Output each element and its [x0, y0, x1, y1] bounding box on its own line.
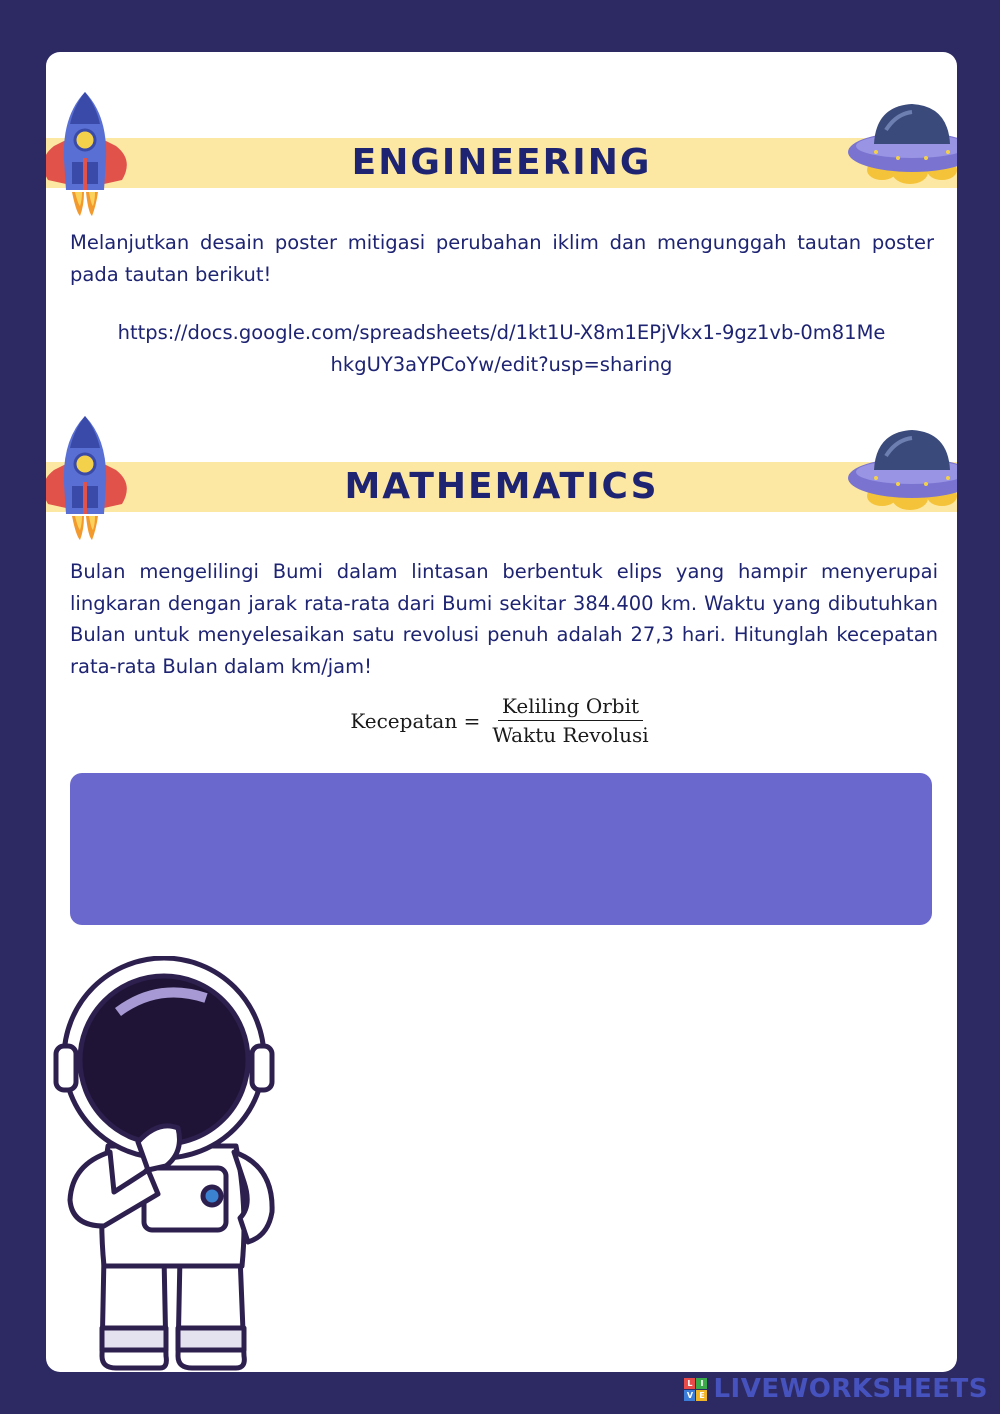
rocket-icon: [46, 412, 138, 544]
badge-letter-v: V: [684, 1390, 695, 1401]
answer-input[interactable]: [70, 773, 932, 925]
mathematics-problem: Bulan mengelilingi Bumi dalam lintasan berbentuk elips yang hampir menyerupai lingkaran dengan jarak rata-rata dari Bumi sekitar 384.400 km. Waktu yang dibutuhkan Bulan untuk menyelesaikan satu revolusi penuh adalah 27,3 hari. Hitunglah kecepatan rata-rata Bulan dalam km/jam!: [70, 560, 938, 678]
liveworksheets-badge-icon: [684, 1378, 707, 1401]
formula-denominator: Waktu Revolusi: [492, 723, 649, 747]
poster-submission-link[interactable]: https://docs.google.com/spreadsheets/d/1kt1U-X8m1EPjVkx1-9gz1vb-0m81MehkgUY3aYPCoYw/edit?usp=sharing: [117, 321, 886, 376]
formula-lhs: Kecepatan =: [350, 708, 481, 733]
badge-letter-i: I: [696, 1378, 707, 1389]
engineering-title: ENGINEERING: [351, 142, 652, 183]
badge-letter-l: L: [684, 1378, 695, 1389]
engineering-instruction: Melanjutkan desain poster mitigasi perubahan iklim dan mengunggah tautan poster pada tautan berikut!: [70, 231, 934, 286]
astronaut-illustration: [48, 956, 292, 1372]
formula-fraction: [488, 694, 652, 747]
liveworksheets-logo: [684, 1374, 988, 1404]
formula-numerator: Keliling Orbit: [498, 694, 643, 721]
badge-letter-e: E: [696, 1390, 707, 1401]
velocity-formula: [46, 694, 957, 747]
ufo-icon: [846, 426, 957, 518]
worksheet-card: [46, 52, 957, 1372]
ufo-icon: [846, 100, 957, 192]
rocket-icon: [46, 88, 138, 220]
liveworksheets-brand-text: LIVEWORKSHEETS: [713, 1374, 988, 1404]
mathematics-title: MATHEMATICS: [344, 466, 659, 507]
